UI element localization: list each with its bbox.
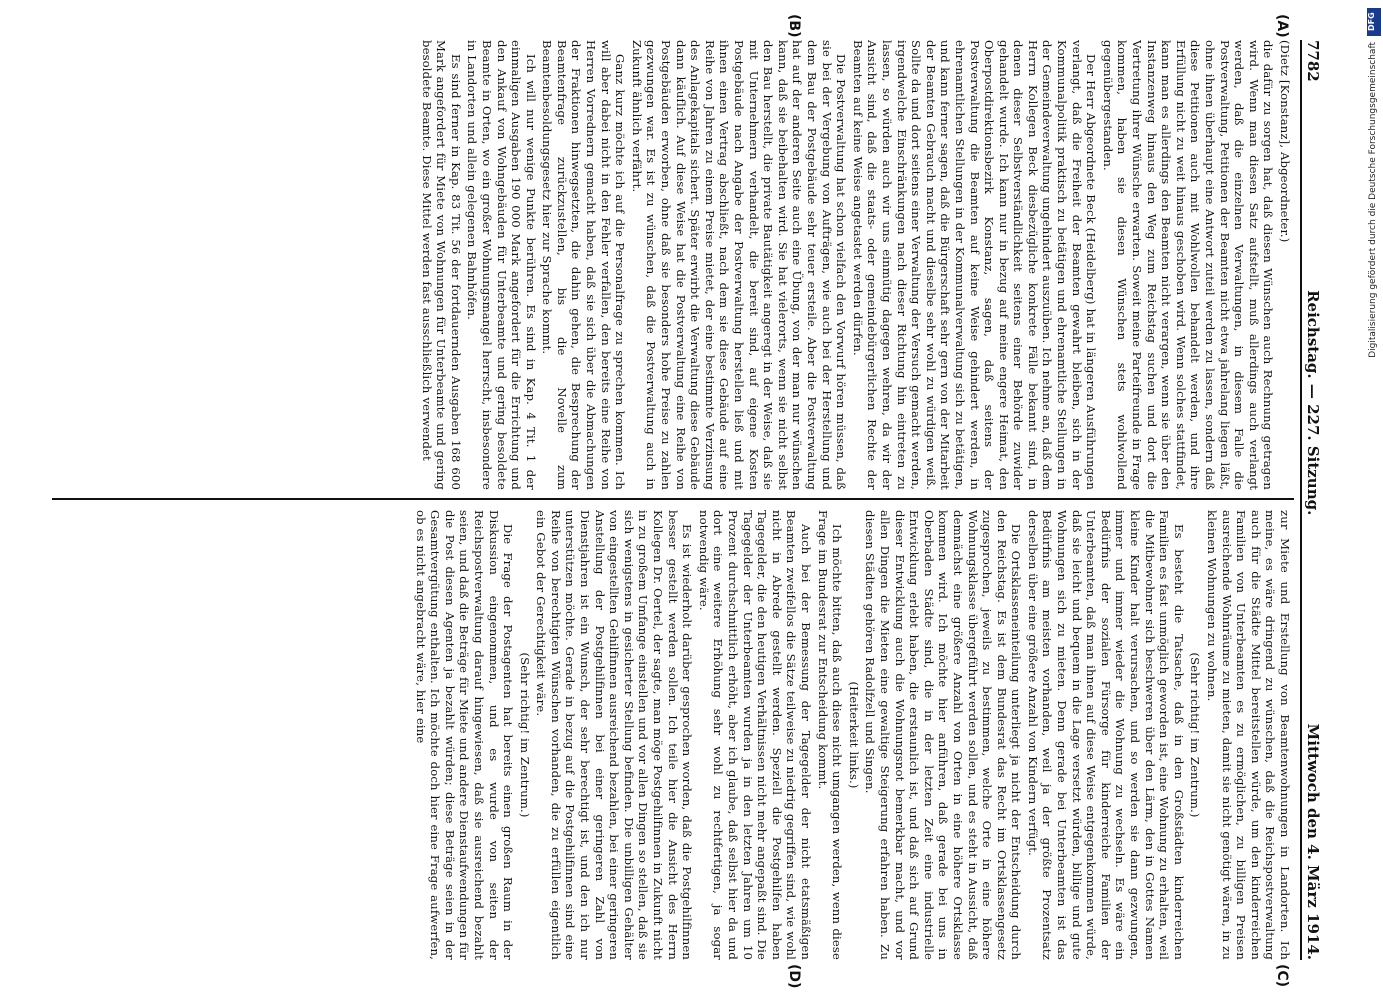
margin-marker-a: (A) [1274, 14, 1290, 38]
paragraph: Ich will nur wenige Punkte berühren. Es sind in Kap. 4 Tit. 1 der einmaligen Ausgaben 190 000 Mark angefordert für die Errichtung und den Ankauf von Wohngebäuden für Unterbeamte und gering besoldete Beamte in Orten, wo ein großer Wohnungsmangel herrscht, insbesondere in Landorten und allein gelegenen Bahnhöfen. [465, 40, 538, 490]
dfg-logo: DFG [1367, 8, 1381, 36]
paragraph: Es sind ferner in Kap. 83 Tit. 56 der fortdauernden Ausgaben 168 600 Mark angefordert für Miete von Wohnungen für Unterbeamte und gering besoldete Beamte. Diese Mittel werden fast ausschließlich verwendet [419, 40, 463, 490]
dfg-credit [1367, 8, 1381, 708]
paragraph: Die Ortsklasseneinteilung unterliegt ja nicht der Entscheidung durch den Reichstag. Es ist dem Bundesrat das Recht im Ortsklassengesetz zugesprochen, jeweils zu bestimmen, welche Orte in eine höhere Wohnungsklasse übergeführt werden sollen, und es steht in Aussicht, daß demnächst eine größere Anzahl von Orten in eine höhere Ortsklasse kommen wird. Ich möchte hier anführen, daß gerade bei uns in Oberbaden Städte sind, die in der letzten Zeit eine industrielle Entwicklung erlebt haben, die erstaunlich ist, und daß sich auf Grund dieser Entwicklung auch die Wohnungsnot bemerkbar macht, und vor allen Dingen die Mieten eine gewaltige Steigerung erfahren haben. Zu diesen Städten gehören Radolfzell und Singen. [863, 510, 1024, 960]
paragraph: Auch bei der Bemessung der Tagegelder der nicht etatsmäßigen Beamten zweifellos die Sätze teilweise zu niedrig gegriffen sind, wie wohl nicht in Abrede gestellt werden. Speziell die Postgehilfen haben Tagegelder, die den heutigen Verhältnissen nicht mehr angepaßt sind. Die Tagegelder der Unterbeamten wurden ja in den letzten Jahren um 10 Prozent durchschnittlich erhöht, aber ich glaube, daß selbst hier da und dort eine weitere Erhöhung sehr wohl zu rechtfertigen, ja sogar notwendig wäre. [696, 510, 813, 960]
paragraph: (Dietz [Konstanz], Abgeordneter.) [1278, 40, 1292, 243]
right-column [57, 510, 1292, 960]
session-date: Mittwoch den 4. März 1914. [1304, 723, 1322, 960]
page-number: 7782 [1304, 40, 1322, 82]
paragraph: zur Miete und Erstellung von Beamtenwohnungen in Landorten. Ich meine, es wäre dringend zu wünschen, daß die Reichspostverwaltung auch für die Städte Mittel bereitstellen würde, um den kinderreichen Familien von Unterbeamten es zu ermöglichen, zu billigen Preisen ausreichende Wohnräume zu mieten, damit sie nicht genötigt wären, in zu kleinen Wohnungen zu wohnen. [1205, 510, 1292, 960]
left-column [57, 40, 1292, 490]
page-header [1304, 40, 1334, 960]
paragraph: Der Herr Abgeordnete Beck (Heidelberg) hat in längeren Ausführungen verlangt, daß die Freiheit der Beamten gewahrt bleiben, sich in der Kommunalpolitik praktisch zu betätigen und ehrenamtliche Stellungen in der Gemeindeverwaltung ungehindert auszuüben. Ich nehme an, daß dem Herrn Kollegen Beck diesbezügliche konkrete Fälle bekannt sind, in denen dieser Selbstverständlichkeit seitens einer Behörde zuwider gehandelt wurde. Ich kann nur in bezug auf meine engere Heimat, den Oberpostdirektionsbezirk Konstanz, sagen, daß seitens der Postverwaltung die Beamten auf keine Weise gehindert werden, in ehrenamtlichen Stellungen in der Kommunalverwaltung sich zu betätigen, und kann ferner sagen, daß die Bürgerschaft sehr gern von der Mitarbeit der Beamten Gebrauch macht und dieselbe sehr wohl zu würdigen weiß. Sollte da und dort seitens einer Verwaltung der Versuch gemacht werden, irgendwelche Einschränkungen nach dieser Richtung hin eintreten zu lassen, so würden auch wir uns einmütig dagegen wehren, da wir der Ansicht sind, daß die staats- oder gemeindebürgerlichen Rechte der Beamten auf keine Weise angetastet werden dürfen. [850, 40, 1099, 490]
paragraph: Ganz kurz möchte ich auf die Personalfrage zu sprechen kommen. Ich will aber dabei nicht in den Fehler verfallen, den bereits eine Reihe von Herren Vorrednern gemacht haben, daß sie sich über die Abmachungen der Fraktionen hinwegsetzten, die dahin gehen, die Besprechung der Beamtenfrage zurückzustellen, bis die Novelle zum Beamtenbesoldungsgesetz hier zur Sprache kommt. [540, 40, 628, 490]
column-divider [52, 498, 1294, 500]
header-rule [1300, 40, 1302, 960]
interjection: (Sehr richtig! im Zentrum.) [517, 652, 532, 818]
paragraph: die dafür zu sorgen hat, daß diesen Wünschen auch Rechnung getragen wird. Wenn man diesen Satz aufstellt, muß allerdings auch verlangt werden, daß die einzelnen Verwaltungen, in diesem Falle die Postverwaltung, Petitionen der Beamten nicht etwa jahrelang liegen läßt, ohne ihnen überhaupt eine Antwort zuteil werden zu lassen, sondern daß diese Petitionen auch mit Wohlwollen behandelt werden, und ihre Erfüllung nicht zu weit hinaus geschoben wird. Wenn solches stattfindet, kann man es allerdings den Beamten nicht verargen, wenn sie über den Instanzenweg hinaus den Weg zum Reichstag suchen und dort die Vertretung ihrer Wünsche erwarten. Soweit meine Parteifreunde in Frage kommen, haben sie diesen Wünschen stets wohlwollend gegenübergestanden. [1100, 40, 1276, 490]
running-title: Reichstag. — 227. Sitzung. [1304, 290, 1322, 516]
paragraph: Die Frage der Postagenten hat bereits einen großen Raum in der Diskussion eingenommen, und es wurde von seiten der Reichspostverwaltung darauf hingewiesen, daß sie ausreichend bezahlt seien, und daß die Beträge für Miete und andere Dienstaufwendungen für die Post diesen Agenten ja bezahlt würden; diese Beträge seien in der Gesamtvergütung enthalten. Ich möchte doch hier eine Frage aufwerfen, ob es nicht angebracht wäre, hier eine [413, 510, 516, 960]
margin-marker-d: (D) [786, 964, 802, 989]
rotated-sheet [42, 14, 1342, 989]
interjection: (Sehr richtig! im Zentrum.) [1188, 652, 1203, 818]
margin-marker-b: (B) [786, 14, 802, 38]
interjection: (Heiterkeit links.) [846, 681, 861, 789]
paragraph: Die Postverwaltung hat schon vielfach den Vorwurf hören müssen, daß sie bei der Vergebung von Aufträgen, wie auch bei der Herstellung und dem Bau der Postgebäude sehr teuer ersteile. Aber die Postverwaltung hat auf der anderen Seite auch eine Übung, von der man nur wünschen kann, daß sie beibehalten wird. Sie hat vielerorts, wenn sie nicht selbst den Bau herstellt, die private Bautätigkeit angeregt in der Weise, daß sie mit Unternehmern verhandelt, die bereit sind, auf eigene Kosten Postgebäude nach Angabe der Postverwaltung herstellen ließ und mit ihnen einen Vertrag abschließt, nach dem sie diese Gebäude auf eine Reihe von Jahren zu einem Preise mietet, der eine bestimmte Verzinsung des Anlagekapitals sichert. Später erwirbt die Verwaltung diese Gebäude dann käuflich. Auf diese Weise hat die Postverwaltung eine Reihe von Postgebäuden erworben, ohne daß sie besonders hohe Preise zu zahlen gezwungen war. Es ist zu wünschen, daß die Postverwaltung auch in Zukunft ähnlich verfährt. [629, 40, 849, 490]
paragraph: Ich möchte bitten, daß auch diese nicht umgangen werden, wenn diese Frage im Bundesrat zur Entscheidung kommt. [815, 510, 845, 960]
paragraph: Es ist wiederholt darüber gesprochen worden, daß die Postgehilfinnen besser gestellt werden sollen. Ich teile hier die Ansicht des Herrn Kollegen Dr. Oertel, der sagte, man möge Postgehilfinnen in Zukunft nicht in zu großem Umfange einstellen und vor allen Dingen so stellen, daß sie sich wenigstens in gesicherter Stellung befinden. Die unbilligen Gehälter von eingestellten Gehilfinnen ausreichend bezahlen, bei einer geringeren Anstellung der Postgehilfinnen bei einer geringeren Zahl von Dienstjahren ist ein Wunsch, der sehr berechtigt ist, und den ich nur unterstützen möchte. Gerade in bezug auf die Postgehilfinnen sind eine Reihe von berechtigten Wünschen vorhanden, die zu erfüllen eigentlich ein Gebot der Gerechtigkeit wäre. [534, 510, 695, 960]
margin-marker-c: (C) [1274, 964, 1290, 988]
digitization-credit: Digitalisierung gefördert durch die Deutsche Forschungsgemeinschaft [1368, 42, 1378, 358]
paragraph: Es besteht die Tatsache, daß in den Großstädten kinderreichen Familien es fast unmöglich geworden ist, eine Wohnung zu erhalten, weil die Mitbewohner sich beschweren über den Lärm, den in Gottes Namen kleine Kinder halt verursachen, und so werden sie dann gezwungen, immer und immer wieder die Wohnung zu wechseln. Es wäre ein Bedürfnis der sozialen Fürsorge für kinderreiche Familien der Unterbeamten, daß man ihnen auf diese Weise entgegenkommen würde, daß sie leicht und bequem in die Lage versetzt würden, billige und gute Wohnungen sich zu mieten. Denn gerade bei Unterbeamten ist das Bedürfnis am meisten vorhanden, weil ja der größte Prozentsatz derselben über eine größere Anzahl von Kindern verfügt. [1025, 510, 1186, 960]
